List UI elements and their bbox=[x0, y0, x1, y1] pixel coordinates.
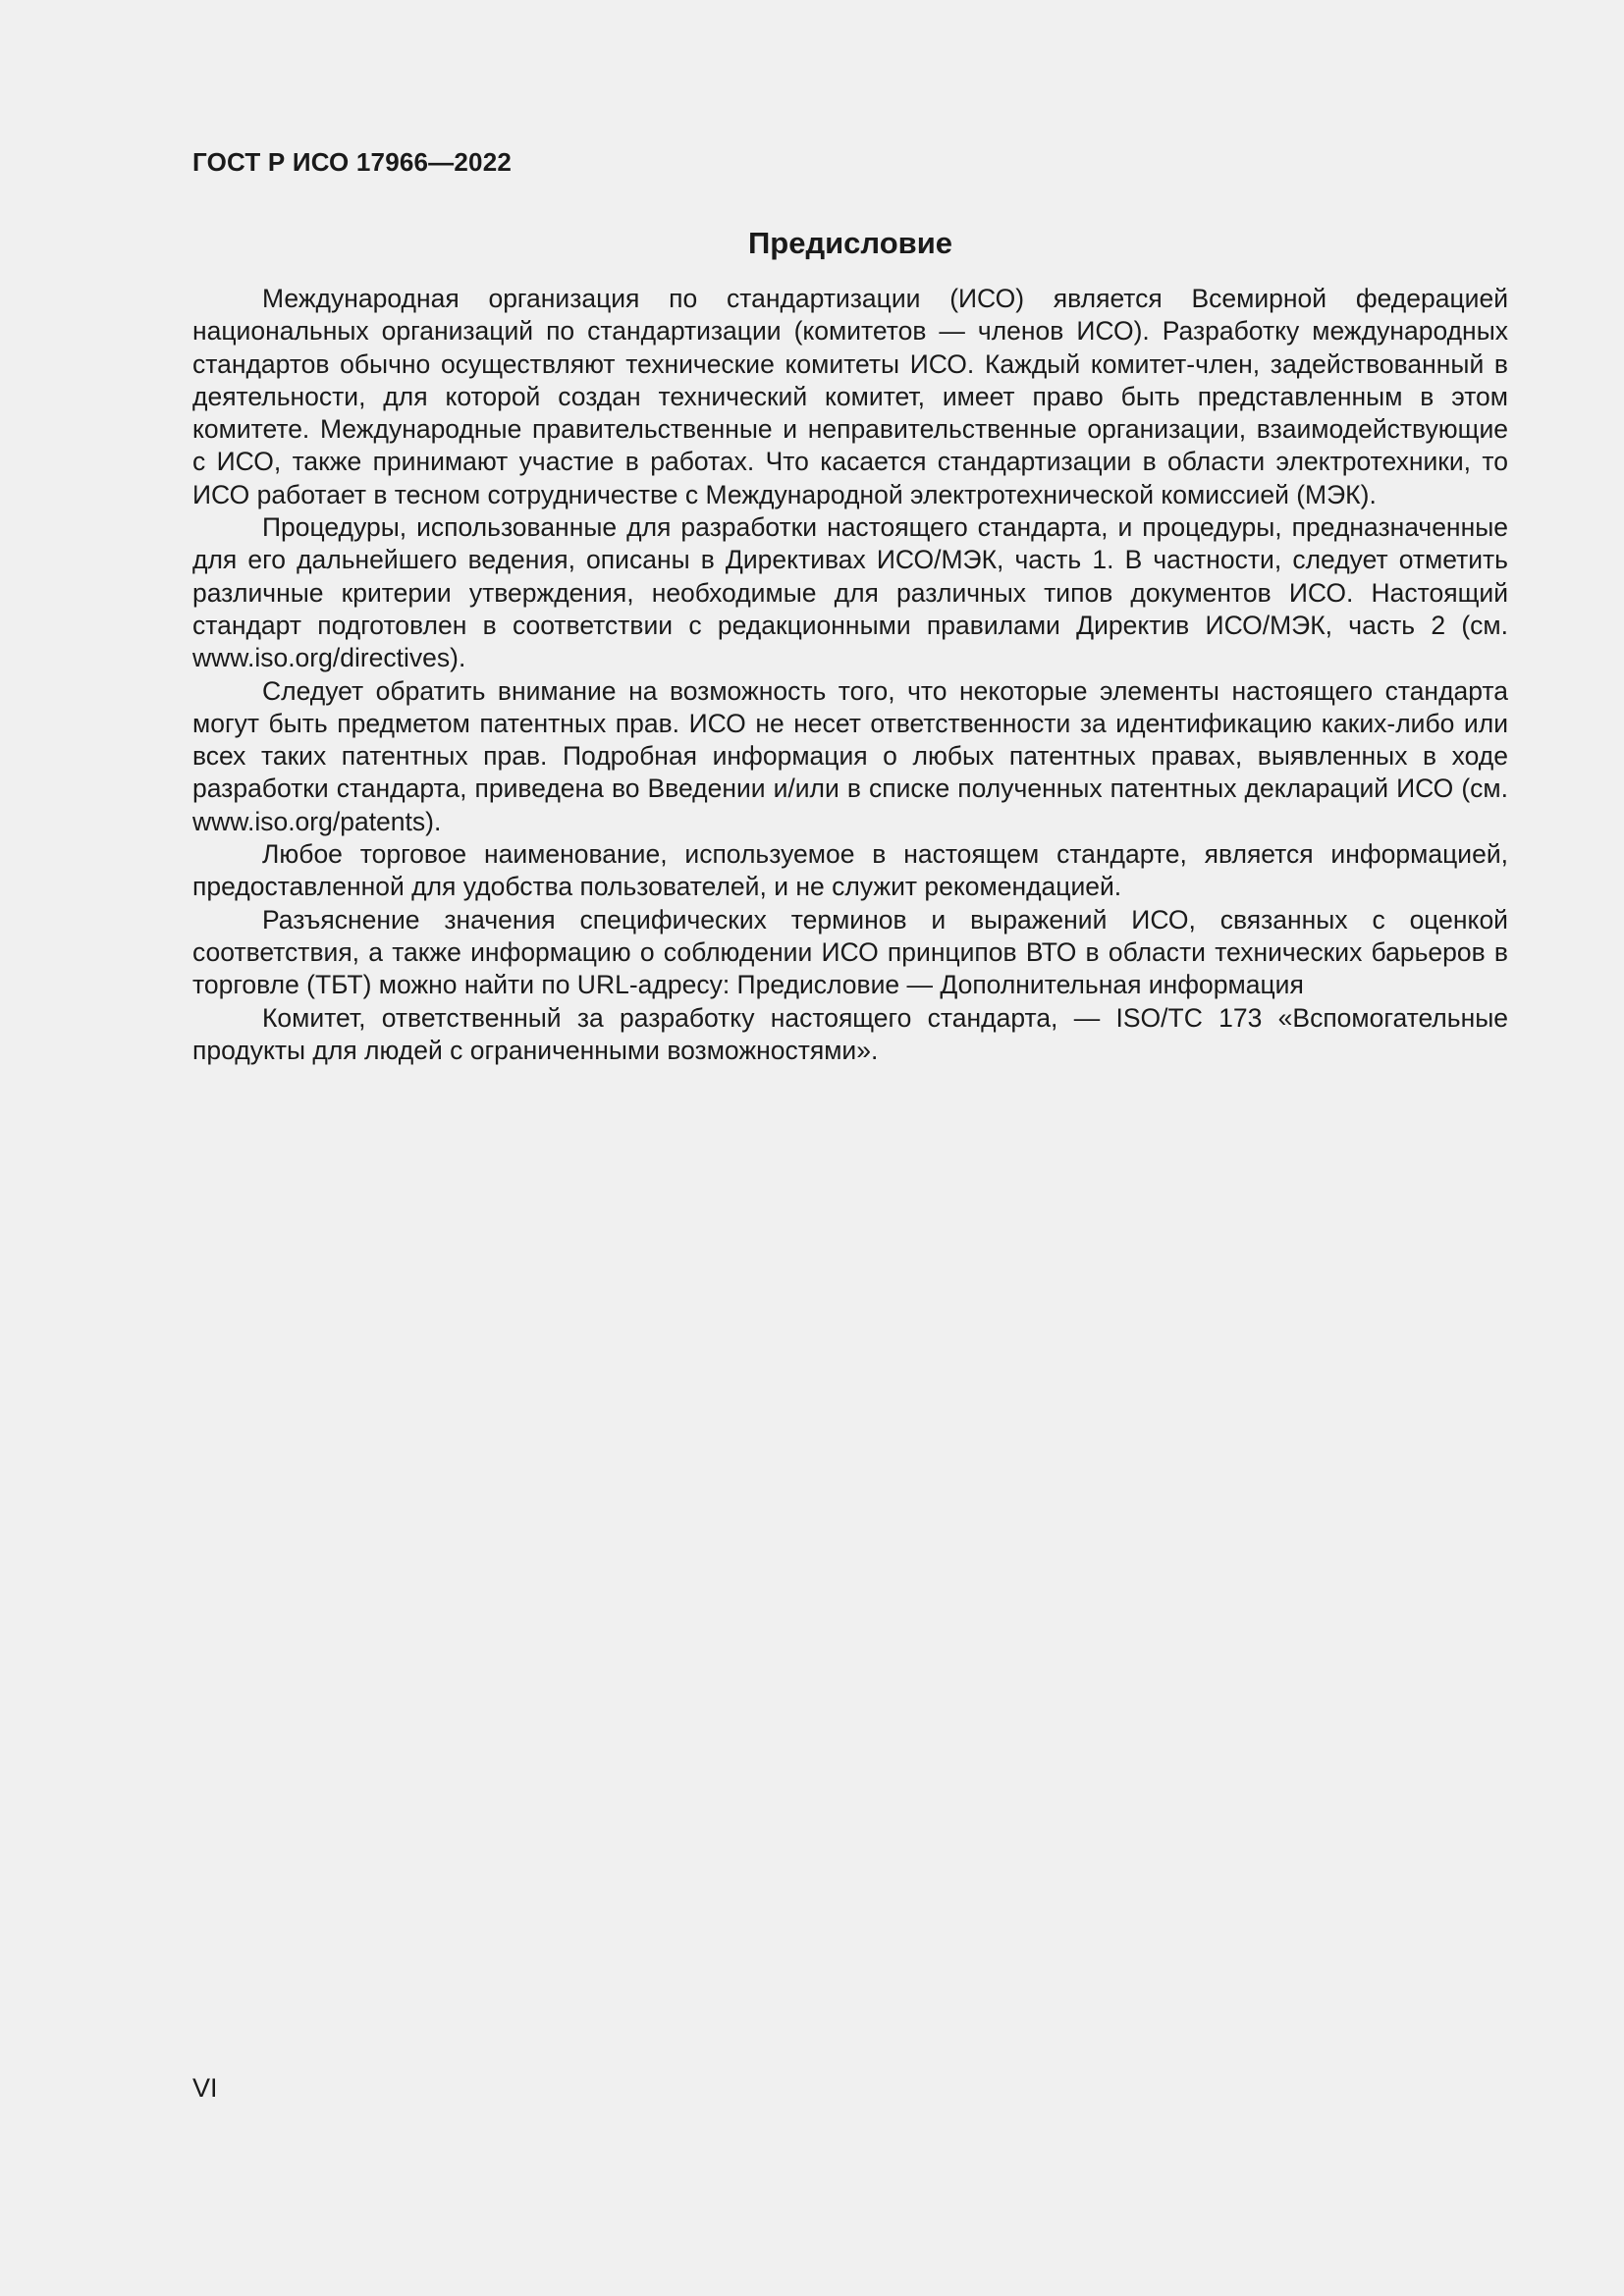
paragraph-trade-names: Любое торговое наименование, используемое в настоящем стандарте, является информацией, предоставленной для удобства пользователей, и не служит рекомендацией. bbox=[192, 839, 1508, 902]
page-number: VI bbox=[192, 2073, 218, 2103]
paragraph-procedures: Процедуры, использованные для разработки настоящего стандарта, и процедуры, предназначенные для его дальнейшего ведения, описаны в Директивах ИСО/МЭК, часть 1. В частности, следует отметить различные критерии утверждения, необходимые для различных типов документов ИСО. Настоящий стандарт подготовлен в соответствии с редакционными правилами Директив ИСО/МЭК, часть 2 (см. www.iso.org/directives). bbox=[192, 512, 1508, 673]
foreword-body bbox=[192, 283, 1508, 1067]
paragraph-terms-explanation: Разъяснение значения специфических терминов и выражений ИСО, связанных с оценкой соответствия, а также информацию о соблюдении ИСО принципов ВТО в области технических барьеров в торговле (ТБТ) можно найти по URL-адресу: Предисловие — Дополнительная информация bbox=[192, 904, 1508, 1000]
page-title: Предисловие bbox=[747, 226, 952, 260]
paragraph-patents: Следует обратить внимание на возможность того, что некоторые элементы настоящего стандарта могут быть предметом патентных прав. ИСО не несет ответственности за идентификацию каких-либо или всех таких патентных прав. Подробная информация о любых патентных правах, выявленных в ходе разработки стандарта, приведена во Введении и/или в списке полученных патентных деклараций ИСО (см. www.iso.org/patents). bbox=[192, 675, 1508, 836]
paragraph-committee: Комитет, ответственный за разработку настоящего стандарта, — ISO/TC 173 «Вспомогательные продукты для людей с ограниченными возможностями». bbox=[192, 1002, 1508, 1065]
standard-code-header: ГОСТ Р ИСО 17966—2022 bbox=[192, 147, 513, 177]
paragraph-iso-organization: Международная организация по стандартизации (ИСО) является Всемирной федерацией национальных организаций по стандартизации (комитетов — членов ИСО). Разработку международных стандартов обычно осуществляют технические комитеты ИСО. Каждый комитет-член, задействованный в деятельности, для которой создан технический комитет, имеет право быть представленным в этом комитете. Международные правительственные и неправительственные организации, взаимодействующие с ИСО, также принимают участие в работах. Что касается стандартизации в области электротехники, то ИСО работает в тесном сотрудничестве с Международной электротехнической комиссией (МЭК). bbox=[192, 284, 1508, 509]
